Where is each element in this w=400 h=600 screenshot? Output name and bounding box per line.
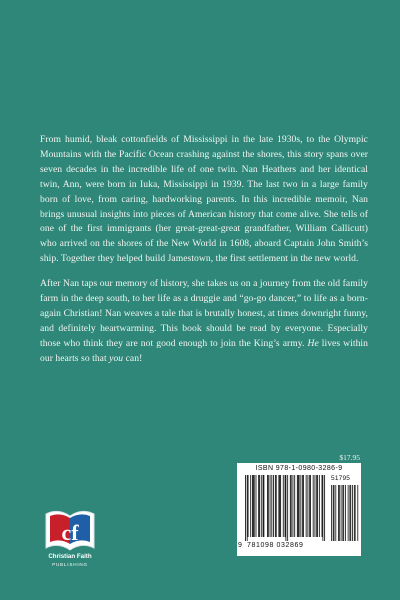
barcode-bar — [247, 475, 248, 541]
isbn-barcode — [237, 463, 361, 556]
blurb-emphasis-he: He — [307, 337, 319, 349]
barcode-addon-bar — [334, 485, 335, 541]
barcode-addon-digits: 51795 — [331, 475, 351, 482]
barcode-bar — [297, 475, 298, 537]
barcode-bar — [285, 475, 286, 537]
barcode-bar — [261, 475, 262, 537]
blurb-paragraph-1: From humid, bleak cottonfields of Mississippi in the late 1930s, to the Olympic Mountains with the Pacific Ocean crashing against the shores, this story spans over seven decades in the incredible life of one twin. Nan Heathers and her identical twin, Ann, were born in Iuka, Mississippi in 1939. The last two in a large family born of love, from caring, hardworking parents. In this incredible memoir, Nan brings unusual insights into pieces of American history that come alive. She tells of one of the first immigrants (her great-great-great grandfather, William Callicutt) who arrived on the shores of the New World in 1608, aboard Captain John Smith’s ship. Together they helped build Jamestown, the first settlement in the new world. — [40, 134, 368, 265]
barcode-bar — [287, 475, 288, 541]
logo-letters: cf — [61, 520, 79, 545]
blurb-paragraph-2 — [40, 277, 368, 366]
barcode-bar — [267, 475, 268, 537]
barcode-bars — [241, 475, 359, 541]
barcode-bar — [270, 475, 271, 537]
barcode-bar — [309, 475, 310, 537]
barcode-bar — [324, 475, 325, 541]
barcode-bar — [307, 475, 308, 537]
publisher-subtitle: PUBLISHING — [52, 562, 88, 567]
barcode-addon-bar — [348, 485, 349, 541]
barcode-bar — [280, 475, 281, 537]
barcode-addon-bar — [350, 485, 351, 541]
blurb-emphasis-you: you — [109, 352, 124, 364]
barcode-bar — [303, 475, 304, 537]
barcode-bar — [245, 475, 246, 541]
barcode-bar — [278, 475, 279, 537]
barcode-bar — [298, 475, 299, 537]
barcode-bar — [290, 475, 291, 537]
barcode-bar — [293, 475, 294, 537]
barcode-addon-bar — [338, 485, 339, 541]
barcode-addon-bar — [343, 485, 344, 541]
barcode-addon-bar — [331, 485, 332, 541]
barcode-bar — [258, 475, 259, 537]
barcode-addon-bar — [345, 485, 346, 541]
barcode-addon-bar — [341, 485, 342, 541]
barcode-addon-bar — [342, 485, 343, 541]
blurb-paragraph-2-part-c: can! — [123, 352, 143, 364]
barcode-bar — [285, 475, 286, 541]
barcode-bar — [263, 475, 264, 537]
barcode-addon-bar — [339, 485, 340, 541]
blurb-paragraph-2-part-a: After Nan taps our memory of history, she takes us on a journey from the old family farm in the deep south, to her life as a druggie and “go-go dancer,” to life as a born-again Christian! Nan weaves a tale that is brutally honest, at times downright funny, and definitely heartwarming. This book should be read by everyone. Especially those who think they are not good enough to join the King’s army. — [40, 278, 368, 349]
barcode-addon-bar — [355, 485, 356, 541]
barcode-bar — [275, 475, 276, 537]
barcode-addon-bar — [352, 485, 353, 541]
barcode-bar — [248, 475, 249, 537]
barcode-bar — [315, 475, 316, 537]
price-label: $17.95 — [339, 453, 360, 462]
barcode-bar — [276, 475, 277, 537]
barcode-addon-bar — [335, 485, 336, 541]
barcode-bar — [271, 475, 272, 537]
barcode-bar — [263, 475, 264, 537]
barcode-addon-bar — [357, 485, 358, 541]
blurb-paragraph-2-part-b: lives within our hearts so that — [40, 337, 368, 364]
barcode-bar — [283, 475, 284, 537]
barcode-bar — [317, 475, 318, 537]
barcode-bar — [313, 475, 314, 537]
barcode-bar — [322, 475, 323, 537]
barcode-digits: 781098 032869 — [247, 542, 304, 549]
barcode-bar — [302, 475, 303, 537]
isbn-label: ISBN 978-1-0980-3286-9 — [255, 465, 343, 472]
barcode-bar — [259, 475, 260, 537]
barcode-bar — [253, 475, 254, 537]
barcode-bar — [256, 475, 257, 537]
barcode-first-digit: 9 — [238, 542, 242, 549]
barcode-bar — [299, 475, 300, 537]
publisher-name: Christian Faith — [48, 553, 92, 560]
barcode-bar — [316, 475, 317, 537]
barcode-bar — [294, 475, 295, 537]
barcode-bar — [306, 475, 307, 537]
barcode-bar — [291, 475, 292, 537]
barcode-bar — [279, 475, 280, 537]
barcode-bar — [322, 475, 323, 541]
barcode-bar — [250, 475, 251, 537]
back-cover-blurb — [40, 133, 368, 367]
barcode-bar — [254, 475, 255, 537]
barcode-bar — [319, 475, 320, 537]
barcode-addon-bar — [333, 485, 334, 541]
barcode-bar — [310, 475, 311, 537]
barcode-addon-bar — [349, 485, 350, 541]
barcode-bar — [300, 475, 301, 537]
barcode-bar — [252, 475, 253, 537]
barcode-bar — [268, 475, 269, 537]
barcode-addon-bar — [354, 485, 355, 541]
barcode-bar — [273, 475, 274, 537]
